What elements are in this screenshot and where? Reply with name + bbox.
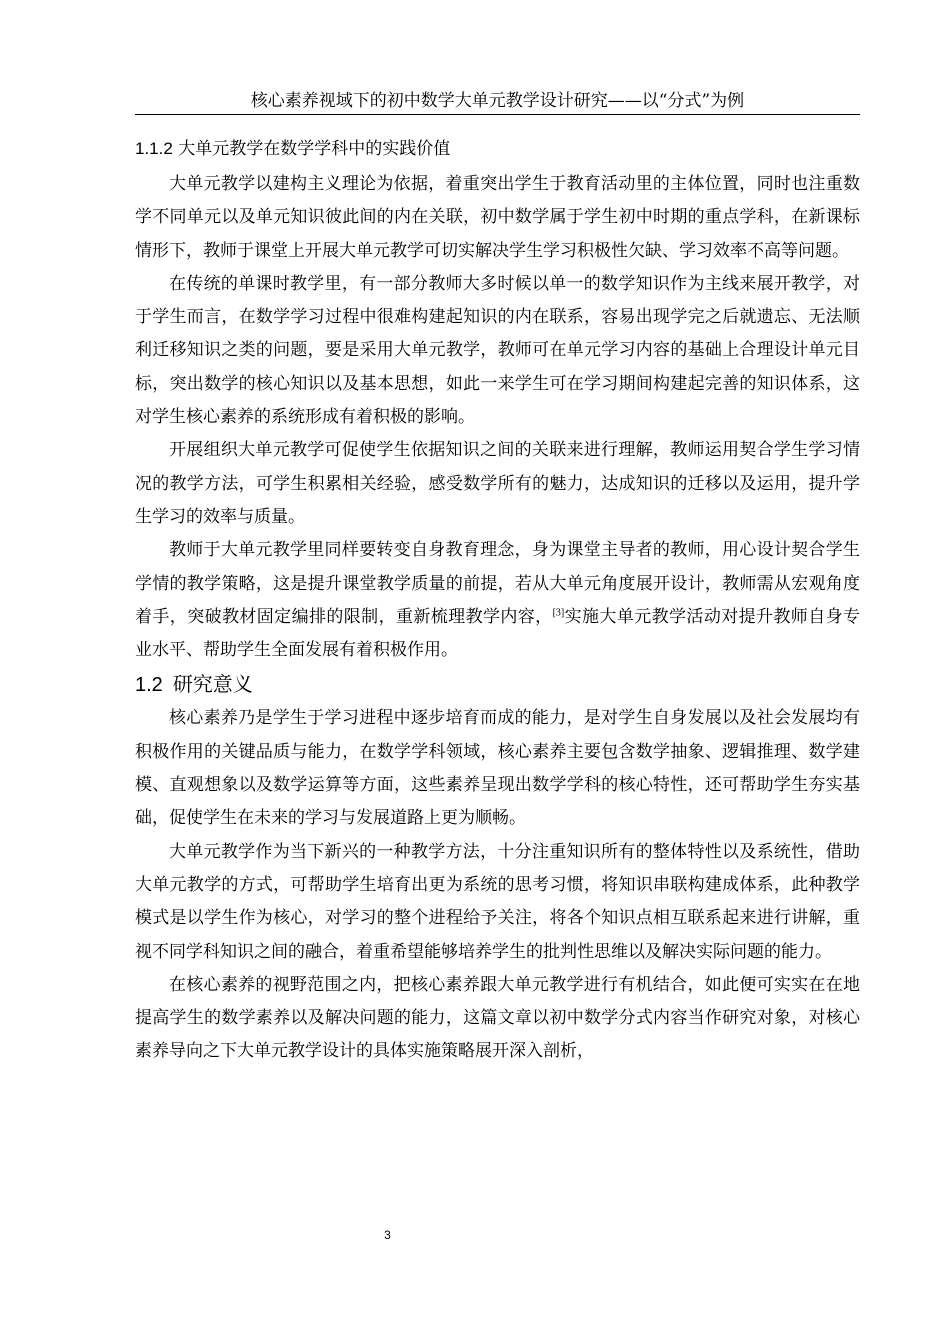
paragraph: 核心素养乃是学生于学习进程中逐步培育而成的能力，是对学生自身发展以及社会发展均有积极作用的关键品质与能力，在数学学科领域，核心素养主要包含数学抽象、逻辑推理、数学建模、直观想象以及数学运算等方面，这些素养呈现出数学学科的核心特性，还可帮助学生夯实基础，促使学生在未来的学习与发展道路上更为顺畅。 [135, 708, 860, 829]
section-number: 1.1.2 [135, 139, 173, 158]
section-title: 大单元教学在数学学科中的实践价值 [178, 139, 451, 159]
running-header: 核心素养视域下的初中数学大单元教学设计研究——以“分式”为例 [135, 90, 860, 115]
paragraph: 在核心素养的视野范围之内，把核心素养跟大单元教学进行有机结合，如此便可实实在在地提高学生的数学素养以及解决问题的能力，这篇文章以初中数学分式内容当作研究对象，对核心素养导向之下大单元教学设计的具体实施策略展开深入剖析， [135, 974, 860, 1062]
page-number: 3 [384, 1228, 391, 1242]
paragraph-with-citation [135, 534, 860, 667]
section-number: 1.2 [135, 674, 163, 697]
paragraph: 开展组织大单元教学可促使学生依据知识之间的关联来进行理解，教师运用契合学生学习情况的教学方法，可学生积累相关经验，感受数学所有的魅力，达成知识的迁移以及运用，提升学生学习的效率与质量。 [135, 440, 860, 527]
section-heading-1-2 [135, 669, 860, 700]
paragraph: 大单元教学以建构主义理论为依据，着重突出学生于教育活动里的主体位置，同时也注重数学不同单元以及单元知识彼此间的内在关联，初中数学属于学生初中时期的重点学科，在新课标情形下，教师于课堂上开展大单元教学可切实解决学生学习积极性欠缺、学习效率不高等问题。 [135, 174, 860, 261]
paragraph-text: 教师于大单元教学里同样要转变自身教育理念，身为课堂主导者的教师，用心设计契合学生学情的教学策略，这是提升课堂教学质量的前提，若从大单元角度展开设计，教师需从宏观角度着手，突破教材固定编排的限制，重新梳理教学内容， [135, 540, 860, 627]
paragraph-text: 实施大单元教学活动对提升教师自身专业水平、帮助学生全面发展有着积极作用。 [135, 606, 861, 661]
section-heading-1-1-2 [135, 136, 860, 162]
page-body [135, 136, 860, 1069]
paragraph: 在传统的单课时教学里，有一部分教师大多时候以单一的数学知识作为主线来展开教学，对于学生而言，在数学学习过程中很难构建起知识的内在联系，容易出现学完之后就遗忘、无法顺利迁移知识之类的问题，要是采用大单元教学，教师可在单元学习内容的基础上合理设计单元目标，突出数学的核心知识以及基本思想，如此一来学生可在学习期间构建起完善的知识体系，这对学生核心素养的系统形成有着积极的影响。 [135, 273, 860, 428]
section-title: 研究意义 [172, 672, 253, 697]
citation-ref: [3] [552, 607, 565, 619]
paragraph: 大单元教学作为当下新兴的一种教学方法，十分注重知识所有的整体特性以及系统性，借助大单元教学的方式，可帮助学生培育出更为系统的思考习惯，将知识串联构建成体系，此种教学模式是以学生作为核心，对学习的整个进程给予关注，将各个知识点相互联系起来进行讲解，重视不同学科知识之间的融合，着重希望能够培养学生的批判性思维以及解决实际问题的能力。 [135, 841, 860, 962]
